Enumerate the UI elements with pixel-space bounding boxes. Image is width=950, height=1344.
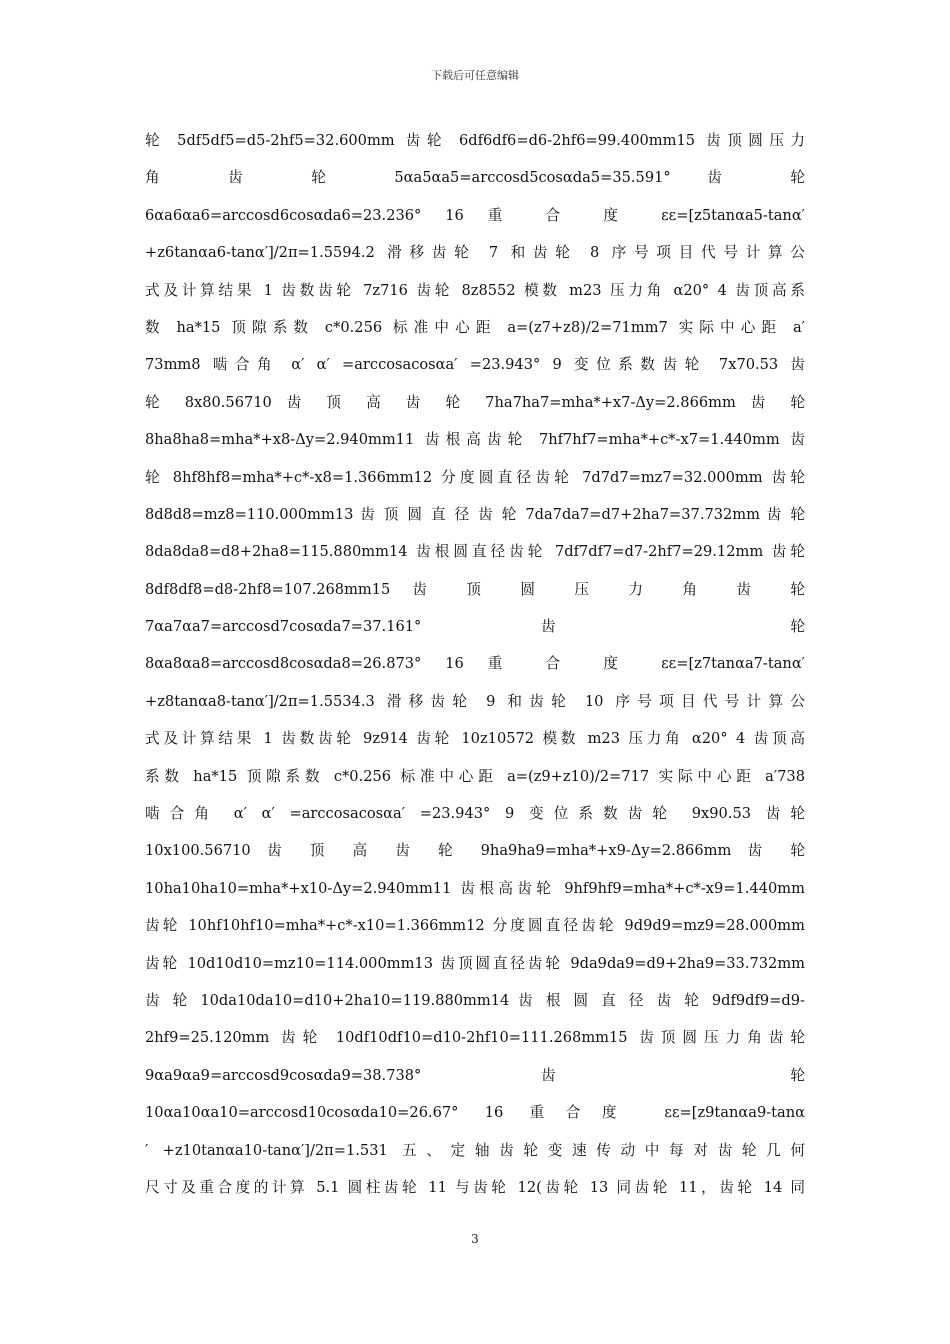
text-line: 齿 轮 10da10da10=d10+2ha10=119.880mm14 齿 根 圆 直 径 齿 轮 9df9df9=d9- (145, 991, 805, 1009)
text-line: 式及计算结果 1 齿数齿轮 7z716 齿轮 8z8552 模数 m23 压力角 α20° 4 齿顶高系 (145, 281, 805, 299)
text-line: +z6tanαa6-tanα′]/2π=1.5594.2 滑移齿轮 7 和齿轮 8 序号项目代号计算公 (145, 244, 805, 262)
text-line: 式及计算结果 1 齿数齿轮 9z914 齿轮 10z10572 模数 m23 压力角 α20° 4 齿顶高 (145, 730, 805, 748)
text-line: 10x100.56710 齿 顶 高 齿 轮 9ha9ha9=mha*+x9-Δy=2.866mm 齿 轮 (145, 842, 805, 860)
text-line: ′ +z10tanαa10-tanα′]/2π=1.531 五、定轴齿轮变速传动中每对齿轮几何 (145, 1141, 805, 1159)
text-line: 轮 8hf8hf8=mha*+c*-x8=1.366mm12 分度圆直径齿轮 7d7d7=mz7=32.000mm 齿轮 (145, 468, 805, 486)
text-line: 轮 8x80.56710 齿 顶 高 齿 轮 7ha7ha7=mha*+x7-Δy=2.866mm 齿 轮 (145, 393, 805, 411)
text-line: 8d8d8=mz8=110.000mm13 齿 顶 圆 直 径 齿 轮 7da7da7=d7+2ha7=37.732mm 齿 轮 (145, 505, 805, 523)
text-line: 73mm8 啮合角 α′ α′ =arccosacosαa′ =23.943° 9 变位系数齿轮 7x70.53 齿 (145, 356, 805, 374)
page-header: 下载后可任意编辑 (431, 69, 519, 82)
text-line: 尺寸及重合度的计算 5.1 圆柱齿轮 11 与齿轮 12(齿轮 13 同齿轮 11，齿轮 14 同 (145, 1178, 805, 1196)
text-line: 轮 5df5df5=d5-2hf5=32.600mm 齿轮 6df6df6=d6-2hf6=99.400mm15 齿顶圆压力 (145, 132, 805, 149)
text-line: +z8tanαa8-tanα′]/2π=1.5534.3 滑移齿轮 9 和齿轮 10 序号项目代号计算公 (145, 692, 805, 710)
text-line: 角 齿 轮 5αa5αa5=arccosd5cosαda5=35.591° 齿 轮 (145, 169, 805, 187)
text-line: 啮合角 α′ α′ =arccosacosαa′ =23.943° 9 变位系数齿轮 9x90.53 齿轮 (145, 805, 805, 823)
text-line: 8da8da8=d8+2ha8=115.880mm14 齿根圆直径齿轮 7df7df7=d7-2hf7=29.12mm 齿轮 (145, 543, 805, 561)
page-number: 3 (471, 1232, 479, 1246)
text-line: 齿轮 10hf10hf10=mha*+c*-x10=1.366mm12 分度圆直径齿轮 9d9d9=mz9=28.000mm (145, 917, 805, 935)
text-line: 7αa7αa7=arccosd7cosαda7=37.161° 齿 轮 (145, 618, 805, 636)
text-line: 齿轮 10d10d10=mz10=114.000mm13 齿顶圆直径齿轮 9da9da9=d9+2ha9=33.732mm (145, 954, 805, 972)
text-line: 6αa6αa6=arccosd6cosαda6=23.236° 16 重 合 度 εε=[z5tanαa5-tanα′ (145, 206, 805, 224)
document-body (145, 122, 805, 1206)
text-line: 8ha8ha8=mha*+x8-Δy=2.940mm11 齿根高齿轮 7hf7hf7=mha*+c*-x7=1.440mm 齿 (145, 431, 805, 449)
text-line: 8αa8αa8=arccosd8cosαda8=26.873° 16 重 合 度 εε=[z7tanαa7-tanα′ (145, 655, 805, 673)
text-line: 系数 ha*15 顶隙系数 c*0.256 标准中心距 a=(z9+z10)/2=717 实际中心距 a′738 (145, 767, 805, 785)
text-line: 2hf9=25.120mm 齿轮 10df10df10=d10-2hf10=111.268mm15 齿顶圆压力角齿轮 (145, 1029, 805, 1047)
text-line: 9αa9αa9=arccosd9cosαda9=38.738° 齿 轮 (145, 1066, 805, 1084)
text-line: 10ha10ha10=mha*+x10-Δy=2.940mm11 齿根高齿轮 9hf9hf9=mha*+c*-x9=1.440mm (145, 879, 805, 897)
text-line: 10αa10αa10=arccosd10cosαda10=26.67° 16 重合度 εε=[z9tanαa9-tanα (145, 1104, 805, 1122)
text-line: 数 ha*15 顶隙系数 c*0.256 标准中心距 a=(z7+z8)/2=71mm7 实际中心距 a′ (145, 318, 805, 336)
text-line: 8df8df8=d8-2hf8=107.268mm15 齿 顶 圆 压 力 角 齿 轮 (145, 580, 805, 598)
